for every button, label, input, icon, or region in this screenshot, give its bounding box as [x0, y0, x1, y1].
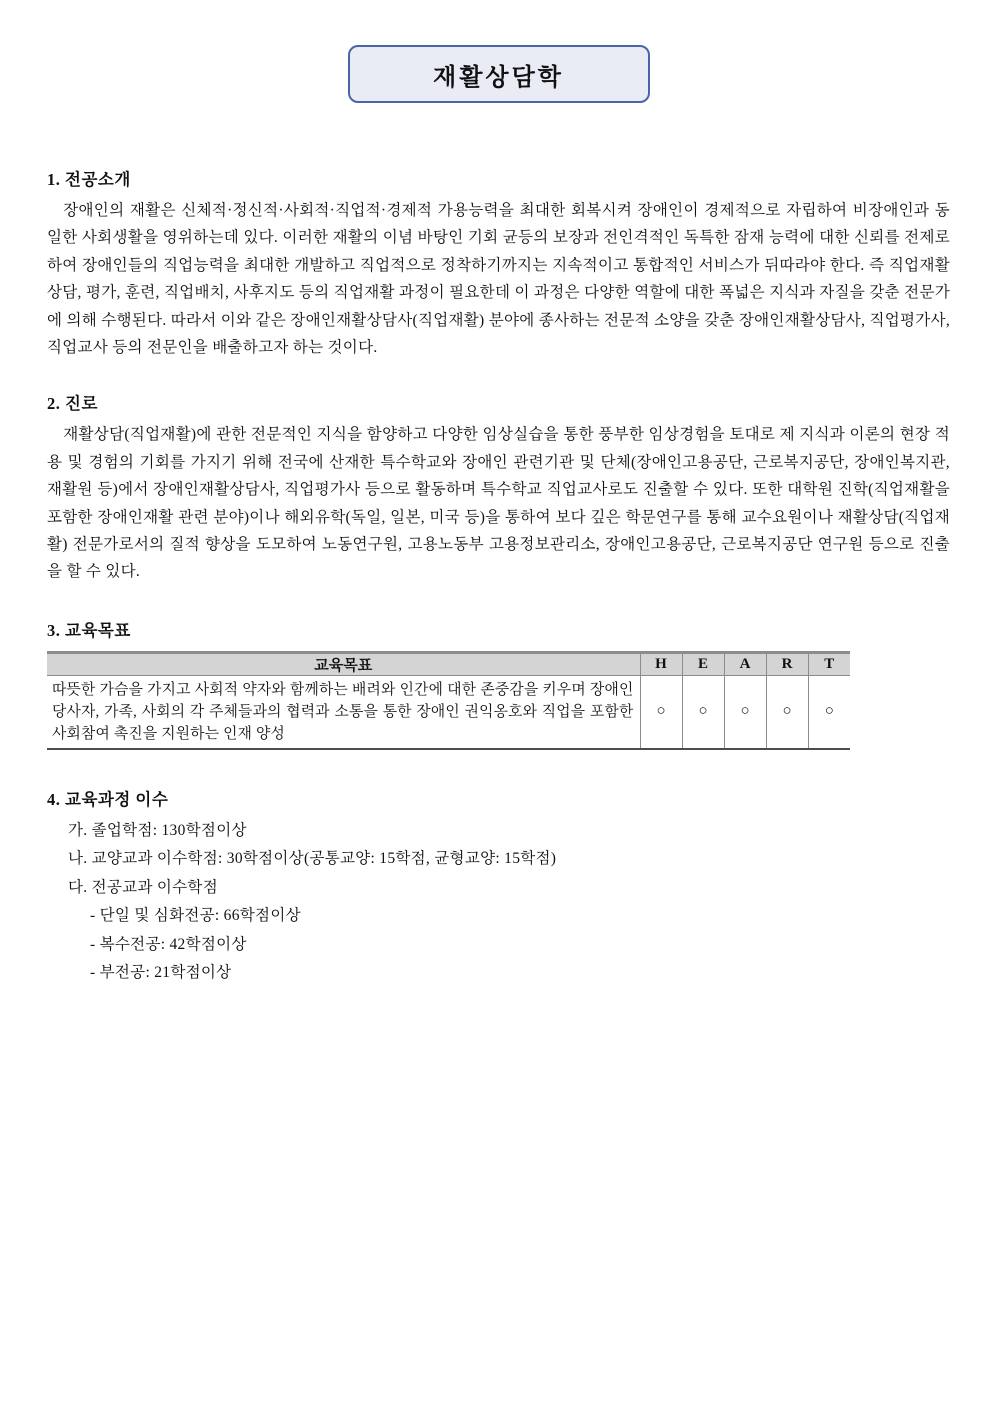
section-major-intro: [47, 166, 950, 361]
goal-mark-e: ○: [682, 675, 724, 749]
curriculum-list: [47, 817, 950, 988]
goal-mark-a: ○: [724, 675, 766, 749]
heart-column-r: R: [766, 652, 808, 675]
heart-column-h: H: [640, 652, 682, 675]
curriculum-subitem-double-major: - 복수전공: 42학점이상: [90, 935, 247, 953]
heart-column-t: T: [808, 652, 850, 675]
goal-mark-t: ○: [808, 675, 850, 749]
section-major-intro-heading: 1. 전공소개: [47, 170, 131, 189]
section-education-goals: [47, 617, 950, 750]
document-title: 재활상담학: [433, 64, 564, 91]
curriculum-subitem-minor: - 부전공: 21학점이상: [90, 964, 232, 982]
heart-column-a: A: [724, 652, 766, 675]
section-career: [47, 390, 950, 585]
section-major-intro-body: 장애인의 재활은 신체적·정신적·사회적·직업적·경제적 가용능력을 최대한 회복시켜 장애인이 경제적으로 자립하여 비장애인과 동일한 사회생활을 영위하는데 있다. 이러한 재활의 이념 바탕인 기회 균등의 보장과 전인격적인 독특한 잠재 능력에 대한 신뢰를 전제로 하여 장애인들의 직업능력을 최대한 개발하고 직업적으로 정착하기까지는 지속적이고 통합적인 서비스가 뒤따라야 한다. 즉 직업재활상담, 평가, 훈련, 직업배치, 사후지도 등의 직업재활 과정이 필요한데 이 과정은 다양한 역할에 대한 폭넓은 지식과 자질을 갖춘 전문가에 의해 수행된다. 따라서 이와 같은 장애인재활상담사(직업재활) 분야에 종사하는 전문적 소양을 갖춘 장애인재활상담사, 직업평가사, 직업교사 등의 전문인을 배출하고자 하는 것이다.: [47, 202, 950, 357]
goals-table-body-row: [47, 675, 850, 749]
section-career-body: 재활상담(직업재활)에 관한 전문적인 지식을 함양하고 다양한 임상실습을 통한 풍부한 임상경험을 토대로 제 지식과 이론의 현장 적용 및 경험의 기회를 가지기 위해 전국에 산재한 특수학교와 장애인 관련기관 및 단체(장애인고용공단, 근로복지공단, 장애인복지관, 재활원 등)에서 장애인재활상담사, 직업평가사 등으로 활동하며 특수학교 직업교사로도 진출할 수 있다. 또한 대학원 진학(직업재활을 포함한 장애인재활 관련 분야)이나 해외유학(독일, 일본, 미국 등)을 통하여 보다 깊은 학문연구를 통해 교수요원이나 재활상담(직업재활) 전문가로서의 질적 향상을 도모하여 노동연구원, 고용노동부 고용정보관리소, 장애인고용공단, 근로복지공단 연구원 등으로 진출을 할 수 있다.: [47, 426, 950, 581]
section-education-goals-heading: 3. 교육목표: [47, 620, 131, 640]
curriculum-item-major-credits: 다. 전공교과 이수학점: [68, 878, 218, 896]
section-curriculum: [47, 786, 950, 988]
curriculum-subitem-single-intensive-major: - 단일 및 심화전공: 66학점이상: [90, 907, 301, 925]
section-career-heading: 2. 진로: [47, 394, 98, 414]
goal-mark-h: ○: [640, 675, 682, 749]
goal-mark-r: ○: [766, 675, 808, 749]
document-title-box: [348, 45, 650, 103]
goals-column-header: 교육목표: [47, 652, 640, 675]
curriculum-item-graduation-credits: 가. 졸업학점: 130학점이상: [68, 821, 247, 839]
goals-table-header-row: [47, 652, 850, 675]
section-curriculum-heading: 4. 교육과정 이수: [47, 789, 169, 809]
curriculum-item-liberal-arts-credits: 나. 교양교과 이수학점: 30학점이상(공통교양: 15학점, 균형교양: 15학점): [68, 850, 557, 868]
education-goals-table: [47, 651, 850, 750]
heart-column-e: E: [682, 652, 724, 675]
goal-statement-cell: 따뜻한 가슴을 가지고 사회적 약자와 함께하는 배려와 인간에 대한 존중감을 키우며 장애인당사자, 가족, 사회의 각 주체들과의 협력과 소통을 통한 장애인 권익옹호와 직업을 포함한 사회참여 촉진을 지원하는 인재 양성: [47, 675, 640, 749]
